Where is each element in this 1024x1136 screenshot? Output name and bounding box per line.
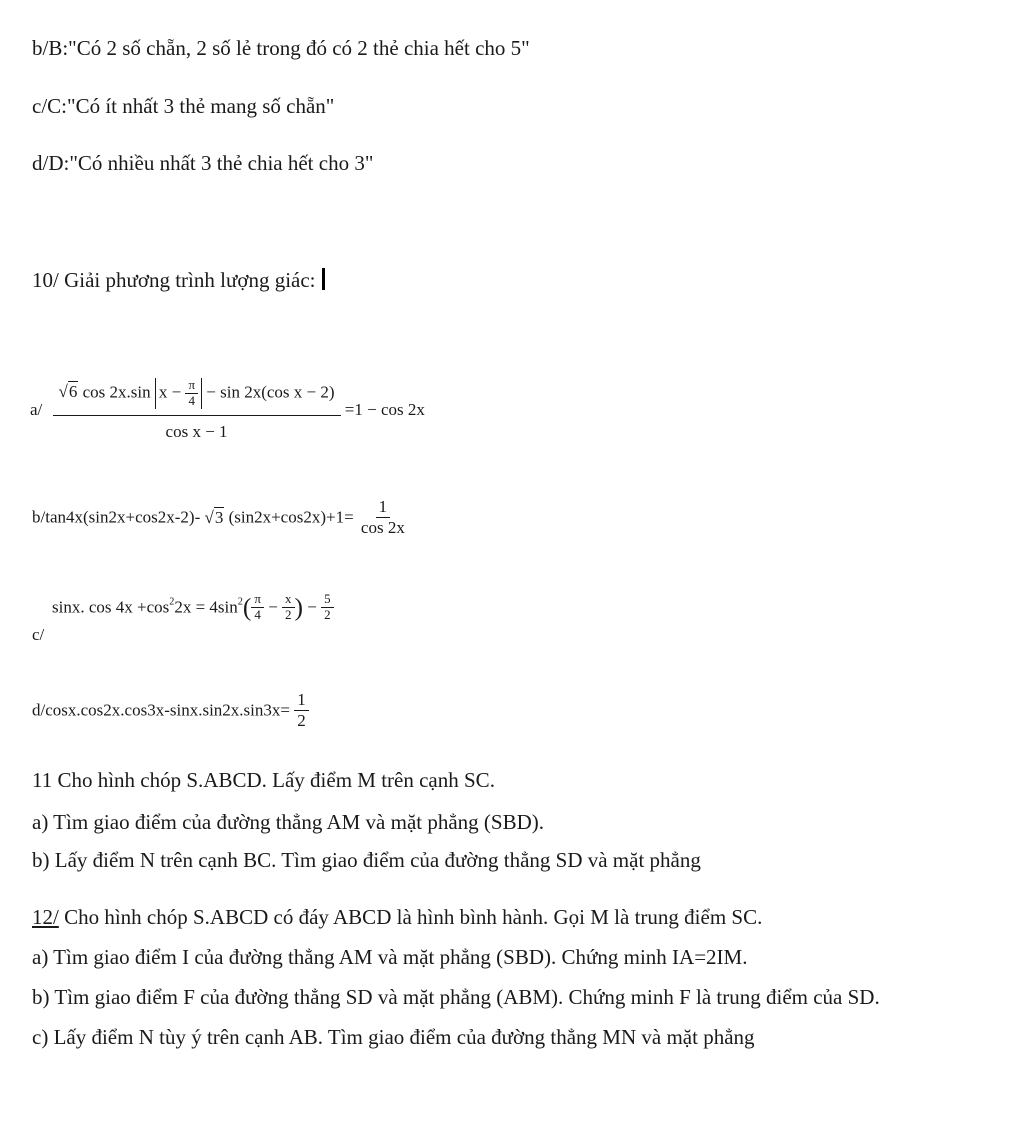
eq-a-inner-bracket: x − $\frac{\pi}{4}$ bbox=[155, 378, 202, 409]
q9c-text: c/C:"Có ít nhất 3 thẻ mang số chẵn" bbox=[32, 94, 335, 118]
q10-heading bbox=[32, 268, 325, 291]
eq-b-sqrt: √3 bbox=[204, 507, 224, 527]
q12-body: Cho hình chóp S.ABCD có đáy ABCD là hình bình hành. Gọi M là trung điểm SC. bbox=[58, 905, 763, 929]
q12-number: 12/ bbox=[32, 905, 59, 929]
eq-c-pi-over-4: $\frac{\pi}{4}$ bbox=[251, 592, 264, 623]
eq-a-label: a/ bbox=[30, 400, 43, 420]
eq-a-denominator: cos x − 1 bbox=[165, 421, 228, 441]
q12a-text: a) Tìm giao điểm I của đường thẳng AM và mặt phẳng (SBD). Chứng minh IA=2IM. bbox=[32, 945, 748, 969]
q12b-text: b) Tìm giao điểm F của đường thẳng SD và mặt phẳng (ABM). Chứng minh F là trung điểm của SD. bbox=[32, 985, 880, 1009]
q10-text: 10/ Giải phương trình lượng giác: bbox=[32, 268, 316, 292]
eq-a-rhs: =1 − cos 2x bbox=[344, 400, 425, 420]
eq-a-pi-over-4: $\frac{\pi}{4}$ bbox=[185, 378, 198, 409]
equation-b bbox=[32, 497, 408, 537]
eq-c-mid: 2x = 4sin bbox=[174, 597, 238, 617]
equation-d bbox=[32, 690, 309, 730]
q12-text bbox=[32, 907, 762, 928]
q9b-text: b/B:"Có 2 số chẵn, 2 số lẻ trong đó có 2 thẻ chia hết cho 5" bbox=[32, 36, 530, 60]
equation-c: c/ sinx. $\cos 4x +\cos^22x = 4\sin^2$( $\frac{\pi}{4}$ − $\frac{x}{2}$ ) − $\frac{5}{2}$ bbox=[32, 592, 334, 623]
eq-c-5-over-2: $\frac{5}{2}$ bbox=[321, 592, 334, 623]
q11b-text: b) Lấy điểm N trên cạnh BC. Tìm giao điểm của đường thẳng SD và mặt phẳng bbox=[32, 848, 701, 872]
q11-text: 11 Cho hình chóp S.ABCD. Lấy điểm M trên cạnh SC. bbox=[32, 768, 495, 792]
eq-c-label: c/ bbox=[32, 625, 45, 644]
eq-a-num-part2: − sin 2x(cos x − 2) bbox=[206, 382, 335, 402]
q11a-text: a) Tìm giao điểm của đường thẳng AM và mặt phẳng (SBD). bbox=[32, 810, 545, 834]
text-cursor bbox=[322, 268, 325, 290]
eq-a-fraction bbox=[53, 378, 341, 441]
eq-c-lhs: sinx. cos 4x +cos bbox=[52, 597, 170, 617]
eq-a-num-part1: cos 2x.sin bbox=[82, 382, 151, 402]
q12c-text: c) Lấy điểm N tùy ý trên cạnh AB. Tìm giao điểm của đường thẳng MN và mặt phẳng bbox=[32, 1025, 755, 1049]
eq-c-x-over-2: $\frac{x}{2}$ bbox=[282, 592, 295, 623]
q9d-text: d/D:"Có nhiều nhất 3 thẻ chia hết cho 3" bbox=[32, 151, 374, 175]
eq-b-lhs: b/tan4x(sin2x+cos2x-2)- bbox=[32, 507, 201, 527]
eq-b-fraction: $\frac{1}{\cos 2x}$ bbox=[360, 497, 405, 537]
eq-a-sqrt: √6 bbox=[58, 382, 78, 402]
eq-d-fraction: $\frac{1}{2}$ bbox=[294, 690, 309, 730]
eq-d-lhs: d/cosx.cos2x.cos3x-sinx.sin2x.sin3x= bbox=[32, 700, 290, 720]
eq-b-mid: (sin2x+cos2x)+1= bbox=[228, 507, 354, 527]
equation-a bbox=[30, 378, 425, 441]
